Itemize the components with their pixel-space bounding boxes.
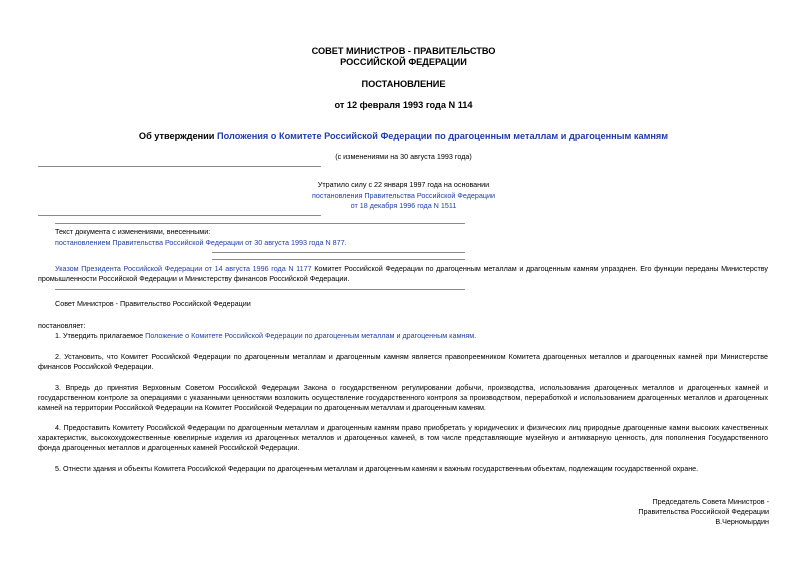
organization-title [0, 46, 807, 68]
abolition-note [38, 264, 768, 284]
divider [55, 223, 465, 224]
organization-line-1: СОВЕТ МИНИСТРОВ - ПРАВИТЕЛЬСТВО [311, 46, 496, 56]
paragraph-2: 2. Установить, что Комитет Российской Федерации по драгоценным металлам и драгоценным камням является правопреемником Комитета драгоценных металлов и драгоценных камней при Министерстве финансов Российской Федерации. [38, 352, 768, 371]
document-type: ПОСТАНОВЛЕНИЕ [361, 79, 446, 89]
signatory-name: В.Черномырдин [715, 517, 769, 526]
lost-force-note: Утратило силу с 22 января 1997 года на основании [317, 180, 490, 189]
organization-line-2: РОССИЙСКОЙ ФЕДЕРАЦИИ [340, 57, 467, 67]
document-date-number: от 12 февраля 1993 года N 114 [334, 100, 473, 110]
divider [38, 166, 321, 167]
title-regulation-link[interactable]: Положения о Комитете Российской Федерации по драгоценным металлам и драгоценным камням [217, 131, 669, 141]
basis-link-line-2[interactable]: от 18 декабря 1996 года N 1511 [350, 201, 457, 210]
paragraph-4: 4. Предоставить Комитету Российской Федерации по драгоценным металлам и драгоценным камням право приобретать у юридических и физических лиц природные драгоценные камни высоких качественных характеристик, высокохудожественные ювелирные изделия из драгоценных металлов и драгоценных камней, в том числе представляющие музейную и антикварную ценность, для пополнения Государственного фонда драгоценных металлов и драгоценных камней Российской Федерации. [38, 423, 768, 452]
paragraph-5: 5. Отнести здания и объекты Комитета Российской Федерации по драгоценным металлам и драгоценным камням к важным государственным объектам, подлежащим государственной охране. [55, 464, 699, 473]
paragraph-3: 3. Впредь до принятия Верховным Советом Российской Федерации Закона о государственном регулировании добычи, производства, использования драгоценных металлов и драгоценных камней и государственном контроле за операциями с указанными ценностями возложить осуществление государственного контроля за производством, переработкой и использованием драгоценных металлов и драгоценных камней на территории Российской Федерации на Комитет Российской Федерации по драгоценным металлам и драгоценным камням. [38, 383, 768, 412]
signature-position-line-2: Правительства Российской Федерации [638, 507, 769, 516]
regulation-link[interactable]: Положение о Комитете Российской Федерации по драгоценным металлам и драгоценным камням. [145, 331, 477, 340]
amendments-note: (с изменениями на 30 августа 1993 года) [335, 152, 472, 161]
changes-intro: Текст документа с изменениями, внесенными: [55, 227, 211, 236]
abolition-note-text: Комитет Российской Федерации по драгоценным металлам и драгоценным камням упразднен. Его функции переданы Министерству промышленности Российской Федерации и Министерству финансов Российской Федерации. [38, 264, 768, 283]
presidential-decree-link[interactable]: Указом Президента Российской Федерации от 14 августа 1996 года N 1177 [55, 264, 312, 273]
document-title [0, 131, 807, 141]
paragraph-1-prefix: 1. Утвердить прилагаемое [55, 331, 146, 340]
resolves: постановляет: [38, 321, 86, 330]
divider [55, 289, 465, 290]
signature-position-line-1: Председатель Совета Министров - [652, 497, 769, 506]
title-prefix: Об утверждении [138, 131, 217, 141]
divider [212, 259, 465, 260]
issuer: Совет Министров - Правительство Российской Федерации [55, 299, 251, 308]
paragraph-1 [55, 331, 476, 341]
basis-link-line-1[interactable]: постановления Правительства Российской Федерации [311, 191, 496, 200]
basis-decree-link[interactable] [300, 191, 507, 211]
signature-block [638, 497, 769, 527]
divider [212, 252, 465, 253]
changes-link[interactable]: постановлением Правительства Российской Федерации от 30 августа 1993 года N 877. [55, 238, 347, 247]
divider [38, 215, 321, 216]
